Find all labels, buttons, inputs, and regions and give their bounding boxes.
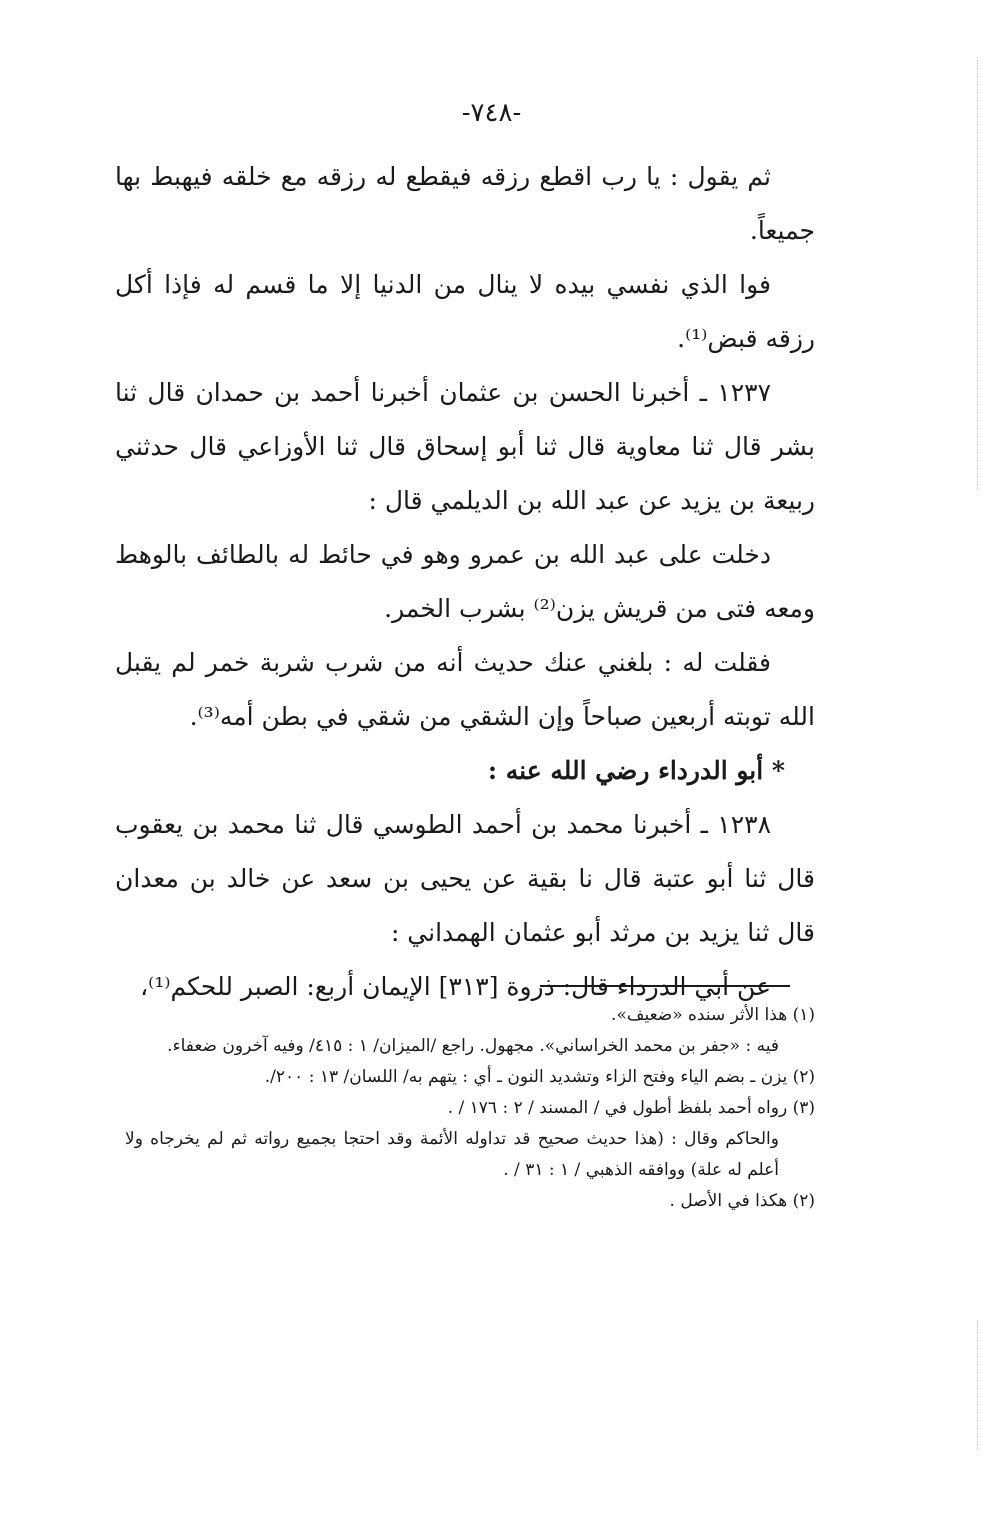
footnote-continuation: والحاكم وقال : (هذا حديث صحيح قد تداوله الأئمة وقد احتجا بجميع رواته ثم لم يخرجاه ولا أعلم له علة) ووافقه الذهبي / ١ : ٣١ / . bbox=[125, 1129, 779, 1180]
footnotes bbox=[125, 1000, 815, 1217]
paragraph: عن أبي الدرداء قال: ذروة [٣١٣] الإيمان أربع: الصبر للحكم⁽¹⁾، bbox=[140, 972, 771, 1001]
footnote: (٣) رواه أحمد بلفظ أطول في / المسند / ٢ : ١٧٦ / . bbox=[447, 1098, 815, 1118]
footnote: (١) هذا الأثر سنده «ضعيف». bbox=[611, 1005, 815, 1025]
section-heading: * أبو الدرداء رضي الله عنه : bbox=[487, 756, 785, 785]
paragraph: فوا الذي نفسي بيده لا ينال من الدنيا إلا ما قسم له فإذا أكل رزقه قبض⁽¹⁾. bbox=[115, 270, 815, 353]
paragraph: دخلت على عبد الله بن عمرو وهو في حائط له بالطائف بالوهط ومعه فتى من قريش يزن⁽²⁾ بشرب الخمر. bbox=[115, 540, 815, 623]
paragraph: فقلت له : بلغني عنك حديث أنه من شرب شربة خمر لم يقبل الله توبته أربعين صباحاً وإن الشقي من شقي في بطن أمه⁽³⁾. bbox=[115, 648, 815, 731]
paragraph: ١٢٣٧ ـ أخبرنا الحسن بن عثمان أخبرنا أحمد بن حمدان قال ثنا بشر قال ثنا معاوية قال ثنا أبو إسحاق قال ثنا الأوزاعي قال حدثني ربيعة بن يزيد عن عبد الله بن الديلمي قال : bbox=[115, 378, 815, 515]
main-text bbox=[115, 150, 815, 1014]
paragraph: ١٢٣٨ ـ أخبرنا محمد بن أحمد الطوسي قال ثنا محمد بن يعقوب قال ثنا أبو عتبة قال نا بقية عن يحيى بن سعد عن خالد بن معدان قال ثنا يزيد بن مرثد أبو عثمان الهمداني : bbox=[115, 810, 815, 947]
page-number: -٧٤٨- bbox=[461, 98, 522, 128]
footnote-continuation: فيه : «جفر بن محمد الخراساني». مجهول. راجع /الميزان/ ١ : ٤١٥/ وفيه آخرون ضعفاء. bbox=[167, 1036, 779, 1056]
paragraph: ثم يقول : يا رب اقطع رزقه فيقطع له رزقه مع خلقه فيهبط بها جميعاً. bbox=[115, 162, 815, 245]
scan-edge-bottom bbox=[977, 1320, 978, 1450]
footnote: (٢) يزن ـ بضم الياء وفتح الزاء وتشديد النون ـ أي : يتهم به/ اللسان/ ١٣ : ٢٠٠/. bbox=[264, 1067, 815, 1087]
footnote: (٢) هكذا في الأصل . bbox=[669, 1191, 815, 1211]
footnote-divider bbox=[540, 985, 790, 987]
